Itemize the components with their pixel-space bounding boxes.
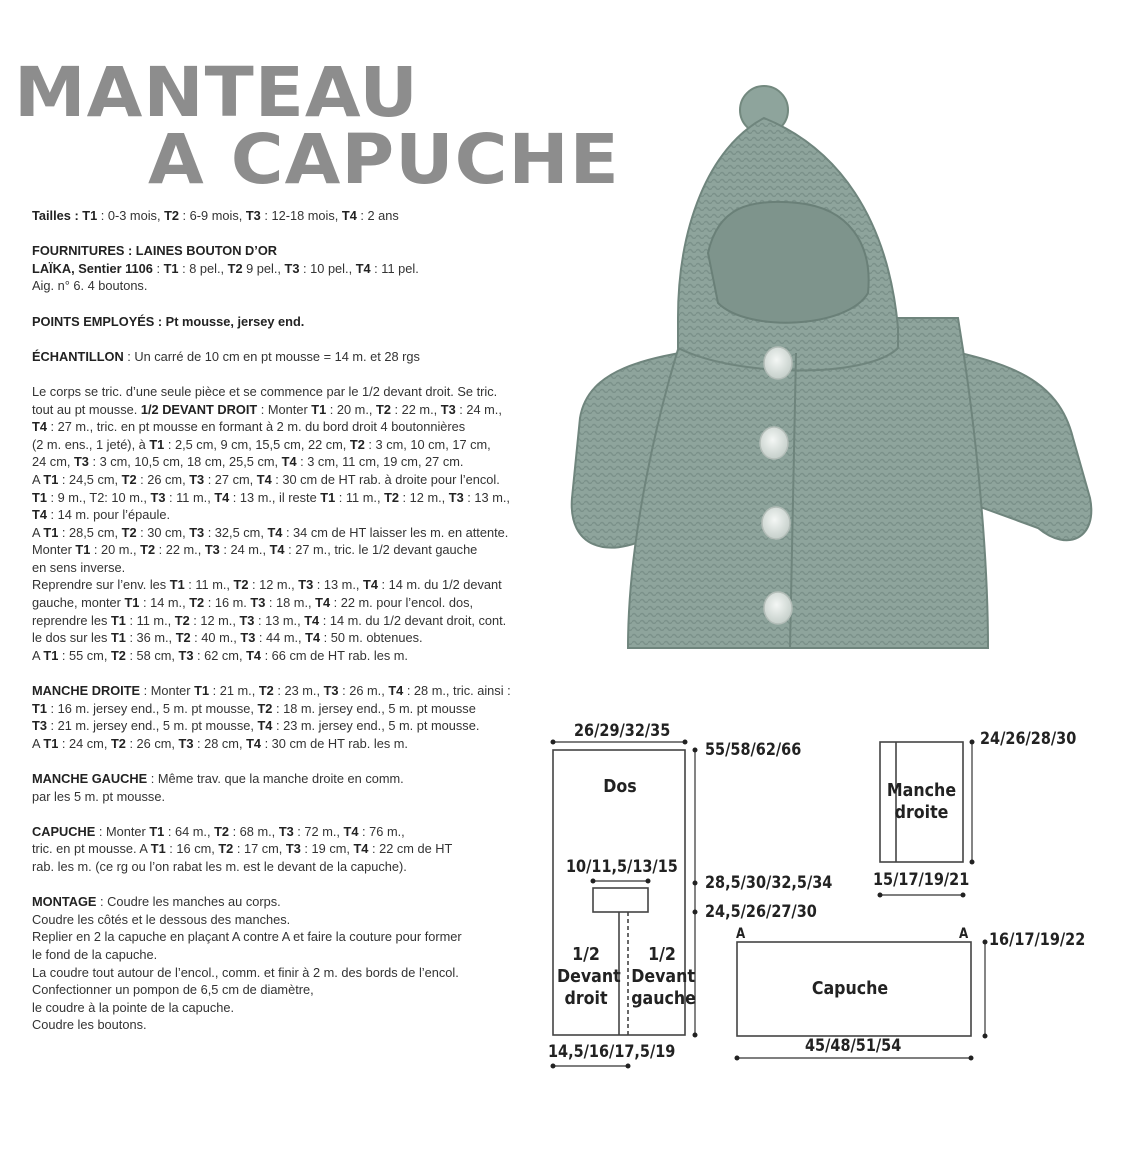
instruction-line	[32, 981, 592, 999]
text-run: : 16 cm,	[165, 841, 219, 857]
page-title-line2: A CAPUCHE	[148, 119, 620, 199]
bold-run: Tailles :	[32, 208, 83, 223]
spacer	[32, 805, 592, 823]
sleeve-height-label: 24/26/28/30	[980, 729, 1077, 749]
bold-run: T3	[250, 595, 266, 611]
bold-run: T3	[448, 489, 464, 505]
sleeve-width-label: 15/17/19/21	[873, 870, 970, 890]
bold-run: T2	[189, 595, 205, 611]
bold-run: POINTS EMPLOYÉS : Pt mousse, jersey end.	[32, 313, 305, 329]
instruction-line	[32, 999, 592, 1017]
text-run: : 9 m., T2: 10 m.,	[46, 489, 151, 505]
bold-run: T2	[164, 208, 179, 223]
text-run: : 30 cm de HT rab. à droite pour l’encol.	[271, 471, 500, 487]
instruction-line	[32, 313, 592, 331]
text-run: : 24 m.,	[455, 401, 502, 417]
hooded-coat-photo	[568, 78, 1098, 678]
text-run: : 44 m.,	[255, 630, 306, 646]
bold-run: MANCHE GAUCHE	[32, 771, 148, 786]
bold-run: T1	[110, 630, 126, 646]
bold-run: T3	[298, 577, 314, 593]
bold-run: T4	[257, 718, 273, 734]
bold-run: T2	[258, 683, 274, 699]
text-run: : Même trav. que la manche droite en comm.	[147, 771, 404, 786]
text-run: : 12 m.,	[189, 612, 240, 628]
text-run: : 13 m.,	[463, 489, 510, 505]
bold-run: T1	[43, 471, 59, 487]
text-run: : 30 cm de HT rab. les m.	[261, 735, 408, 751]
bold-run: T4	[315, 595, 331, 611]
bold-run: T4	[246, 735, 262, 751]
front-left-name: 1/2 Devant gauche	[631, 944, 696, 1009]
instruction-line	[32, 418, 592, 436]
bold-run: T3	[178, 647, 194, 663]
bold-run: MANCHE DROITE	[32, 683, 141, 699]
neck-outline	[593, 888, 648, 912]
text-run: : 22 cm de HT	[368, 841, 453, 857]
text-run: : 21 m. jersey end., 5 m. pt mousse,	[46, 718, 258, 734]
text-run: : 8 pel.,	[178, 260, 228, 276]
instruction-line	[32, 471, 592, 489]
text-run: A	[32, 471, 44, 487]
text-run: : 16 m.	[204, 595, 251, 611]
bold-run: T4	[32, 419, 47, 435]
sleeve-name: Manche droite	[886, 780, 957, 823]
bold-run: T3	[285, 841, 301, 857]
text-run: : Monter	[140, 683, 195, 699]
bold-run: T2	[349, 436, 365, 452]
bold-run: T3	[323, 683, 339, 699]
text-run: en sens inverse.	[32, 559, 126, 575]
bold-run: T2	[257, 700, 273, 716]
text-run: : 2 ans	[356, 208, 399, 223]
text-run: : 26 m.,	[338, 683, 389, 699]
bold-run: T3	[73, 454, 89, 470]
spacer	[32, 365, 592, 383]
bold-run: T3	[204, 542, 220, 558]
text-run: : 6-9 mois,	[179, 208, 246, 223]
bold-run: T1	[82, 208, 98, 223]
instruction-line	[32, 242, 592, 260]
text-run: : 64 m.,	[164, 823, 215, 839]
text-run: : 11 m.,	[184, 577, 234, 593]
instruction-line	[32, 735, 592, 753]
button-2	[760, 427, 788, 459]
dos-width-label: 26/29/32/35	[574, 721, 671, 741]
text-run: : 23 m. jersey end., 5 m. pt mousse.	[272, 718, 480, 734]
front-width-label: 14,5/16/17,5/19	[548, 1042, 676, 1062]
bold-run: T4	[388, 683, 404, 699]
bold-run: T4	[304, 612, 320, 628]
instruction-line	[32, 594, 592, 612]
text-run: : 22 m.,	[155, 542, 205, 558]
bold-run: T3	[284, 260, 300, 276]
spacer	[32, 225, 592, 243]
text-run: : Coudre les manches au corps.	[96, 894, 281, 910]
text-run: : 62 cm,	[193, 647, 247, 663]
text-run: : 50 m. obtenues.	[320, 630, 423, 646]
instruction-line	[32, 946, 592, 964]
sleeve-outline	[880, 742, 963, 862]
pattern-instructions	[32, 207, 592, 1034]
text-run: : 0-3 mois,	[97, 208, 165, 223]
text-run: : 72 m.,	[293, 823, 344, 839]
text-run: : 20 m.,	[326, 401, 377, 417]
text-run: : 28 m., tric. ainsi :	[403, 683, 511, 699]
text-run: : 14 m.,	[139, 595, 190, 611]
text-run: tric. en pt mousse. A	[32, 841, 151, 857]
bold-run: T2	[174, 612, 190, 628]
bold-run: T1	[311, 401, 327, 417]
text-run: : 27 m., tric. le 1/2 devant gauche	[284, 542, 478, 558]
text-run: : 12-18 mois,	[260, 208, 342, 223]
hood-name: Capuche	[811, 978, 889, 999]
bold-run: T3	[278, 823, 294, 839]
bold-run: T1	[75, 542, 91, 558]
bold-run: ÉCHANTILLON	[32, 348, 124, 364]
bold-run: T2	[121, 471, 137, 487]
page-title-line1: MANTEAU	[14, 52, 419, 132]
hood-width-label: 45/48/51/54	[805, 1036, 902, 1056]
bold-run: T4	[281, 454, 297, 470]
bold-run: T1	[43, 524, 59, 540]
dos-h2-label: 28,5/30/32,5/34	[705, 873, 833, 893]
text-run: A	[32, 647, 44, 663]
instruction-line	[32, 893, 592, 911]
bold-run: T3	[32, 718, 47, 734]
hood-outline	[737, 942, 971, 1036]
text-run: A	[32, 524, 44, 540]
text-run: : 27 cm,	[204, 471, 257, 487]
text-run: : 12 m.,	[248, 577, 299, 593]
bold-run: T4	[214, 489, 230, 505]
text-run: le dos sur les	[32, 630, 111, 646]
bold-run: T1	[150, 841, 166, 857]
text-run: tout au pt mousse.	[32, 401, 141, 417]
text-run: : 3 cm, 10,5 cm, 18 cm, 25,5 cm,	[88, 454, 282, 470]
instruction-line	[32, 436, 592, 454]
text-run: : 58 cm,	[125, 647, 179, 663]
text-run: : 23 m.,	[273, 683, 324, 699]
bold-run: T3	[240, 630, 256, 646]
instruction-line	[32, 506, 592, 524]
button-1	[764, 347, 792, 379]
bold-run: T1	[124, 595, 140, 611]
text-run: par les 5 m. pt mousse.	[32, 788, 165, 804]
bold-run: T3	[189, 471, 205, 487]
instruction-line	[32, 489, 592, 507]
text-run: Coudre les boutons.	[32, 1017, 147, 1033]
dos-height-label: 55/58/62/66	[705, 740, 802, 760]
neck-width-label: 10/11,5/13/15	[566, 857, 678, 877]
instruction-line	[32, 629, 592, 647]
bold-run: CAPUCHE	[32, 823, 96, 839]
text-run: La coudre tout autour de l’encol., comm. et finir à 2 m. des bords de l’encol.	[32, 964, 459, 980]
button-4	[764, 592, 792, 624]
text-run: reprendre les	[32, 612, 111, 628]
instruction-line	[32, 840, 592, 858]
instruction-line	[32, 911, 592, 929]
bold-run: T2	[376, 401, 391, 417]
instruction-line	[32, 1016, 592, 1034]
instruction-line	[32, 700, 592, 718]
text-run: : 10 pel.,	[299, 260, 356, 276]
text-run: : 3 cm, 11 cm, 19 cm, 27 cm.	[296, 454, 464, 470]
text-run: : 14 m. du 1/2 devant droit, cont.	[319, 612, 507, 628]
text-run: A	[32, 735, 44, 751]
bold-run: T2	[384, 489, 399, 505]
text-run: : 28 cm,	[193, 735, 247, 751]
text-run: : 3 cm, 10 cm, 17 cm,	[364, 436, 491, 452]
text-run: : 30 cm,	[136, 524, 190, 540]
text-run: : 34 cm de HT laisser les m. en attente.	[282, 524, 509, 540]
bold-run: T1	[320, 489, 336, 505]
bold-run: T1	[32, 700, 47, 716]
text-run: gauche, monter	[32, 595, 125, 611]
text-run: : 28,5 cm,	[58, 524, 122, 540]
text-run: Le corps se tric. d’une seule pièce et se commence par le 1/2 devant droit. Se tric.	[32, 383, 498, 399]
bold-run: T4	[353, 841, 369, 857]
bold-run: T4	[363, 577, 378, 593]
spacer	[32, 295, 592, 313]
bold-run: T2	[233, 577, 249, 593]
bold-run: T1	[169, 577, 185, 593]
text-run: : 22 m.,	[390, 401, 441, 417]
text-run: : 13 m.,	[254, 612, 305, 628]
text-run: : 26 cm,	[136, 471, 190, 487]
bold-run: T1	[43, 647, 59, 663]
text-run: le coudre à la pointe de la capuche.	[32, 999, 235, 1015]
spacer	[32, 876, 592, 894]
bold-run: T1	[110, 612, 126, 628]
text-run: : 14 m. du 1/2 devant	[377, 577, 502, 593]
text-run: : 76 m.,	[358, 823, 405, 839]
text-run: : 12 m.,	[399, 489, 449, 505]
bold-run: T4	[267, 524, 283, 540]
dos-h3-label: 24,5/26/27/30	[705, 902, 817, 922]
text-run: Monter	[32, 542, 76, 558]
bold-run: T1	[43, 735, 59, 751]
text-run: : 13 m., il reste	[229, 489, 321, 505]
text-run: : 11 m.,	[165, 489, 215, 505]
text-run: : 21 m.,	[209, 683, 259, 699]
instruction-line	[32, 401, 592, 419]
bold-run: T2	[214, 823, 230, 839]
bold-run: T4	[269, 542, 285, 558]
instruction-line	[32, 524, 592, 542]
text-run: : 24,5 cm,	[58, 471, 122, 487]
bold-run: T2	[218, 841, 234, 857]
bold-run: T1	[194, 683, 210, 699]
instruction-line	[32, 964, 592, 982]
bold-run: T4	[355, 260, 371, 276]
text-run: : 16 m. jersey end., 5 m. pt mousse,	[46, 700, 258, 716]
instruction-line	[32, 647, 592, 665]
text-run: : 32,5 cm,	[204, 524, 268, 540]
bold-run: T1	[149, 823, 165, 839]
text-run: Replier en 2 la capuche en plaçant A contre A et faire la couture pour former	[32, 929, 462, 945]
text-run: : 66 cm de HT rab. les m.	[261, 647, 408, 663]
bold-run: T3	[150, 489, 166, 505]
text-run: : 18 m. jersey end., 5 m. pt mousse	[272, 700, 476, 716]
bold-run: LAÏKA, Sentier 1106	[32, 260, 153, 276]
text-run: : 68 m.,	[229, 823, 279, 839]
instruction-line	[32, 788, 592, 806]
bold-run: T4	[305, 630, 321, 646]
bold-run: T2	[175, 630, 191, 646]
bold-run: T4	[341, 208, 357, 223]
text-run: : 11 m.,	[125, 612, 175, 628]
text-run: : 26 cm,	[125, 735, 179, 751]
bold-run: MONTAGE	[32, 894, 97, 910]
text-run: : 24 m.,	[219, 542, 270, 558]
instruction-line	[32, 717, 592, 735]
instruction-line	[32, 260, 592, 278]
text-run: : 40 m.,	[190, 630, 241, 646]
bold-run: T3	[178, 735, 194, 751]
bold-run: FOURNITURES : LAINES BOUTON D’OR	[32, 243, 278, 259]
bold-run: T4	[256, 471, 272, 487]
text-run: : Monter	[257, 401, 312, 417]
bold-run: 1/2 DEVANT DROIT	[140, 401, 258, 417]
instruction-line	[32, 823, 592, 841]
instruction-line	[32, 207, 592, 225]
spacer	[32, 330, 592, 348]
text-run: : 27 m., tric. en pt mousse en formant à 2 m. du bord droit 4 boutonnières	[46, 419, 466, 435]
text-run: : 24 cm,	[58, 735, 111, 751]
bold-run: T2	[121, 524, 137, 540]
bold-run: T3	[245, 208, 261, 223]
text-run: 24 cm,	[32, 454, 74, 470]
text-run: : 14 m. pour l’épaule.	[46, 507, 171, 523]
button-3	[762, 507, 790, 539]
bold-run: T1	[149, 436, 165, 452]
text-run: : Un carré de 10 cm en pt mousse = 14 m. et 28 rgs	[123, 348, 420, 364]
instruction-line	[32, 559, 592, 577]
instruction-line	[32, 770, 592, 788]
text-run: : 19 cm,	[300, 841, 354, 857]
text-run: Confectionner un pompon de 6,5 cm de diamètre,	[32, 982, 314, 998]
bold-run: T3	[189, 524, 205, 540]
instruction-line	[32, 682, 592, 700]
dos-name: Dos	[603, 776, 637, 797]
text-run: : Monter	[95, 823, 150, 839]
spacer	[32, 752, 592, 770]
instruction-line	[32, 612, 592, 630]
text-run: : 2,5 cm, 9 cm, 15,5 cm, 22 cm,	[164, 436, 350, 452]
bold-run: T2	[227, 260, 243, 276]
bold-run: T2	[110, 647, 126, 663]
text-run: : 22 m. pour l’encol. dos,	[330, 595, 474, 611]
bold-run: T3	[440, 401, 456, 417]
hood-a-right: A	[959, 926, 969, 942]
text-run: : 11 pel.	[370, 260, 419, 276]
text-run: (2 m. ens., 1 jeté), à	[32, 436, 150, 452]
spacer	[32, 664, 592, 682]
instruction-line	[32, 541, 592, 559]
text-run: le fond de la capuche.	[32, 946, 158, 962]
bold-run: T1	[32, 489, 47, 505]
text-run: : 55 cm,	[58, 647, 111, 663]
hood-height-label: 16/17/19/22	[989, 930, 1086, 950]
text-run: Aig. n° 6. 4 boutons.	[32, 278, 148, 294]
bold-run: T3	[239, 612, 255, 628]
instruction-line	[32, 277, 592, 295]
instruction-line	[32, 383, 592, 401]
text-run: : 17 cm,	[233, 841, 286, 857]
bold-run: T4	[343, 823, 359, 839]
text-run: :	[152, 260, 164, 276]
bold-run: T4	[32, 507, 47, 523]
front-right-name: 1/2 Devant droit	[556, 944, 621, 1009]
text-run: rab. les m. (ce rg ou l’on rabat les m. est le devant de la capuche).	[32, 858, 407, 874]
instruction-line	[32, 576, 592, 594]
text-run: : 13 m.,	[313, 577, 363, 593]
text-run: Coudre les côtés et le dessous des manches.	[32, 911, 291, 927]
bold-run: T2	[110, 735, 126, 751]
text-run: : 11 m.,	[335, 489, 385, 505]
text-run: : 20 m.,	[90, 542, 141, 558]
bold-run: T4	[246, 647, 262, 663]
text-run: 9 pel.,	[242, 260, 285, 276]
bold-run: T2	[140, 542, 156, 558]
hood-a-left: A	[736, 926, 746, 942]
text-run: Reprendre sur l’env. les	[32, 577, 170, 593]
instruction-line	[32, 453, 592, 471]
instruction-line	[32, 928, 592, 946]
bold-run: T1	[163, 260, 179, 276]
text-run: : 36 m.,	[125, 630, 176, 646]
instruction-line	[32, 348, 592, 366]
instruction-line	[32, 858, 592, 876]
text-run: : 18 m.,	[265, 595, 316, 611]
